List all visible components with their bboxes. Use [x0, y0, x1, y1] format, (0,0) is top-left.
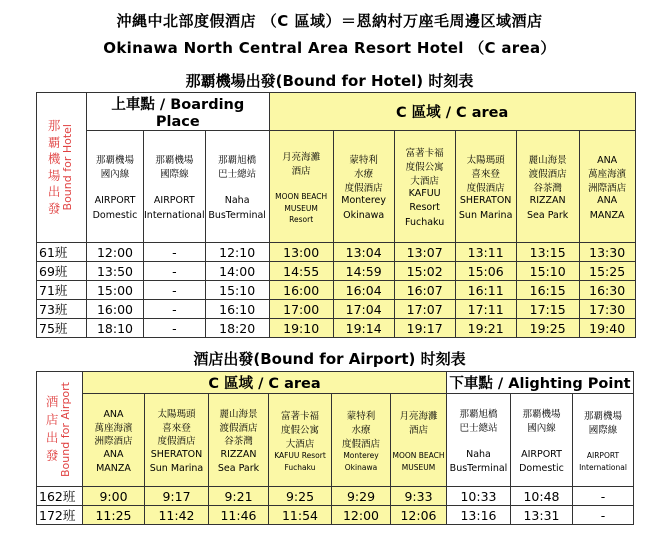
time-cell: 15:10: [516, 262, 579, 281]
stop-name-zh: 麗山海景: [219, 408, 258, 420]
time-cell: 16:07: [394, 281, 455, 300]
side-label: [37, 372, 83, 487]
stop-name-en: KAFUU Resort: [274, 451, 326, 461]
schedule-row: [37, 300, 636, 319]
time-cell: 15:02: [394, 262, 455, 281]
stop-name-en: MOON BEACH: [392, 451, 445, 461]
stop-name-zh: 酒店: [291, 165, 311, 177]
stop-name-zh: 那覇機場: [522, 408, 561, 420]
stop-name-zh: 度假酒店: [157, 436, 196, 448]
stop-name-en: MUSEUM: [284, 203, 318, 213]
c-area-header: C 區域 / C area: [269, 93, 635, 131]
stop-header: [579, 131, 635, 243]
stop-name-en: AIRPORT: [94, 195, 136, 207]
stop-header: [447, 394, 511, 487]
stop-name-en: RIZZAN: [529, 195, 566, 207]
stop-name-en: SHERATON: [150, 448, 203, 460]
stop-name-zh: ANA: [103, 408, 124, 420]
stop-name-en: MANZA: [589, 209, 625, 221]
stops-row: [37, 394, 634, 487]
time-cell: 11:54: [269, 506, 332, 525]
stop-name-en: Resort: [289, 215, 314, 225]
stop-name-zh: 那覇機場: [95, 155, 134, 167]
stop-name-zh: 谷茶灣: [533, 182, 562, 194]
time-cell: -: [144, 243, 206, 262]
stop-header: [83, 394, 145, 487]
time-cell: 19:17: [394, 319, 455, 338]
stop-name-en: Fuchaku: [405, 216, 445, 228]
time-cell: 11:46: [209, 506, 269, 525]
stop-name-zh: 大酒店: [285, 438, 315, 450]
stop-name-en: AIRPORT: [153, 195, 195, 207]
stop-name-zh: 度假公寓: [405, 161, 444, 173]
stop-name-zh: 蒙特利: [349, 155, 378, 167]
stop-header: [455, 131, 516, 243]
stop-name-zh: 蒙特利: [346, 411, 376, 423]
stop-header: [394, 131, 455, 243]
time-cell: 17:30: [579, 300, 635, 319]
stop-header: [511, 394, 573, 487]
stop-name-zh: 月亮海灘: [399, 411, 438, 423]
stop-name-en: Naha: [466, 448, 491, 460]
time-cell: 13:16: [447, 506, 511, 525]
time-cell: 13:15: [516, 243, 579, 262]
time-cell: 18:20: [205, 319, 269, 338]
stop-name-zh: 那覇旭橋: [459, 408, 498, 420]
stop-name-en: BusTerminal: [449, 463, 508, 474]
side-label-zh: 那 覇 機 場 出 發: [47, 118, 61, 216]
time-cell: 15:10: [205, 281, 269, 300]
bus-number: 61班: [37, 243, 87, 262]
time-cell: 19:25: [516, 319, 579, 338]
alighting-point-header: 下車點 / Alighting Point: [447, 372, 634, 394]
schedule-row: [37, 487, 634, 506]
stop-name-zh: ANA: [597, 155, 618, 167]
time-cell: 16:10: [205, 300, 269, 319]
stop-header: [333, 131, 394, 243]
stops-row: [37, 131, 636, 243]
side-label-en: Bound for Airport: [59, 381, 73, 477]
time-cell: 18:10: [87, 319, 144, 338]
time-cell: -: [144, 300, 206, 319]
time-cell: -: [573, 506, 634, 525]
stop-header: [269, 394, 332, 487]
stop-name-zh: 喜來登: [162, 422, 191, 434]
stop-name-zh: 那覇旭橋: [218, 155, 257, 167]
stop-name-zh: 度假公寓: [280, 425, 319, 437]
time-cell: 16:15: [516, 281, 579, 300]
stop-name-en: AIRPORT: [521, 448, 562, 460]
bus-number: 69班: [37, 262, 87, 281]
time-cell: 17:15: [516, 300, 579, 319]
time-cell: 15:25: [579, 262, 635, 281]
stop-name-zh: 大酒店: [410, 175, 439, 187]
bus-number: 172班: [37, 506, 83, 525]
schedule-row: [37, 281, 636, 300]
time-cell: 15:06: [455, 262, 516, 281]
time-cell: 13:04: [333, 243, 394, 262]
time-cell: 12:10: [205, 243, 269, 262]
stop-header: [87, 131, 144, 243]
time-cell: 19:21: [455, 319, 516, 338]
time-cell: 9:17: [145, 487, 209, 506]
stop-name-en: Sea Park: [217, 463, 260, 474]
time-cell: 14:55: [269, 262, 333, 281]
stop-header: [573, 394, 634, 487]
time-cell: 16:30: [579, 281, 635, 300]
time-cell: 19:10: [269, 319, 333, 338]
time-cell: -: [144, 319, 206, 338]
stop-name-en: Fuchaku: [284, 463, 316, 472]
time-cell: 16:11: [455, 281, 516, 300]
schedule-row: [37, 262, 636, 281]
stop-name-en: MOON BEACH: [275, 192, 328, 202]
stop-name-zh: 太陽瑪頭: [157, 408, 196, 420]
stop-header: [145, 394, 209, 487]
stop-name-zh: 谷茶灣: [224, 436, 253, 448]
stop-name-zh: 喜來登: [471, 169, 500, 181]
stop-name-en: RIZZAN: [220, 448, 257, 460]
time-cell: 13:00: [269, 243, 333, 262]
stop-name-en: Resort: [409, 202, 440, 214]
stop-header: [209, 394, 269, 487]
time-cell: 11:42: [145, 506, 209, 525]
time-cell: 10:33: [447, 487, 511, 506]
side-label-en: Bound for Hotel: [61, 124, 75, 211]
stop-name-zh: 國際線: [588, 425, 618, 437]
time-cell: 9:29: [332, 487, 391, 506]
stop-name-zh: 度假酒店: [466, 182, 505, 194]
stop-name-en: Okinawa: [344, 463, 378, 472]
time-cell: 19:14: [333, 319, 394, 338]
time-cell: 15:00: [87, 281, 144, 300]
time-cell: 13:31: [511, 506, 573, 525]
time-cell: 17:07: [394, 300, 455, 319]
stop-name-zh: 富著卡福: [280, 411, 319, 423]
stop-header: [391, 394, 447, 487]
table1-title: 那覇機場出發(Bound for Hotel) 时刻表: [185, 72, 474, 90]
time-cell: -: [144, 262, 206, 281]
stop-name-en: AIRPORT: [586, 451, 620, 461]
stop-name-zh: 國內線: [100, 169, 130, 181]
stop-name-en: Domestic: [92, 209, 138, 221]
bus-number: 75班: [37, 319, 87, 338]
stop-header: [205, 131, 269, 243]
stop-name-en: KAFUU: [408, 188, 441, 200]
stop-name-zh: 萬座海濱: [94, 422, 133, 434]
time-cell: 9:33: [391, 487, 447, 506]
time-cell: 13:50: [87, 262, 144, 281]
time-cell: 10:48: [511, 487, 573, 506]
bus-number: 73班: [37, 300, 87, 319]
stop-name-zh: 洲際酒店: [588, 182, 627, 194]
stop-name-en: Naha: [224, 195, 250, 207]
bus-number: 71班: [37, 281, 87, 300]
stop-name-zh: 那覇機場: [155, 155, 194, 167]
page-title-zh: 沖縄中北部度假酒店 （C 區域）＝恩納村万座毛周邊区域酒店: [116, 12, 543, 30]
stop-header: [269, 131, 333, 243]
time-cell: 9:21: [209, 487, 269, 506]
stop-name-zh: 度假酒店: [341, 438, 380, 450]
time-cell: 17:04: [333, 300, 394, 319]
stop-name-zh: 國內線: [527, 422, 556, 434]
time-cell: 13:11: [455, 243, 516, 262]
stop-name-zh: 水療: [354, 169, 374, 181]
stop-name-zh: 那覇機場: [583, 411, 622, 423]
stop-name-en: MUSEUM: [401, 463, 436, 472]
stop-name-zh: 酒店: [408, 425, 428, 437]
schedule-row: [37, 243, 636, 262]
stop-name-zh: 洲際酒店: [94, 436, 133, 448]
stop-name-en: Sea Park: [527, 209, 569, 221]
time-cell: 19:40: [579, 319, 635, 338]
time-cell: 17:00: [269, 300, 333, 319]
c-area-header: C 區域 / C area: [83, 372, 447, 394]
stop-name-zh: 富著卡福: [405, 148, 444, 160]
stop-name-en: Okinawa: [343, 209, 385, 221]
stop-name-zh: 巴士總站: [459, 422, 498, 434]
stop-name-zh: 渡假酒店: [219, 422, 258, 434]
stop-name-zh: 巴士總站: [218, 169, 257, 181]
time-cell: 12:00: [87, 243, 144, 262]
time-cell: 16:04: [333, 281, 394, 300]
stop-name-en: BusTerminal: [208, 209, 266, 221]
side-label-zh: 酒 店 出 發: [45, 393, 59, 464]
time-cell: 13:07: [394, 243, 455, 262]
side-label: [37, 93, 87, 243]
stop-name-en: SHERATON: [459, 195, 512, 207]
table2-title: 酒店出發(Bound for Airport) 时刻表: [193, 350, 466, 368]
stop-name-zh: 國際線: [160, 169, 189, 181]
stop-header: [144, 131, 206, 243]
time-cell: 14:59: [333, 262, 394, 281]
boarding-place-header: 上車點 / Boarding Place: [87, 93, 270, 131]
schedule-row: [37, 319, 636, 338]
stop-name-zh: 渡假酒店: [528, 169, 567, 181]
stop-name-en: International: [579, 463, 627, 472]
stop-header: [516, 131, 579, 243]
stop-name-zh: 度假酒店: [344, 182, 383, 194]
stop-name-en: International: [144, 209, 205, 221]
stop-name-zh: 月亮海灘: [282, 152, 321, 164]
stop-name-en: Sun Marina: [458, 209, 513, 221]
stop-name-en: ANA: [597, 195, 618, 207]
time-cell: 13:30: [579, 243, 635, 262]
bus-number: 162班: [37, 487, 83, 506]
time-cell: 12:06: [391, 506, 447, 525]
time-cell: -: [573, 487, 634, 506]
stop-name-en: MANZA: [96, 463, 131, 474]
time-cell: 16:00: [87, 300, 144, 319]
stop-name-en: Domestic: [519, 463, 564, 474]
bound-for-hotel-table: [36, 92, 636, 338]
time-cell: -: [144, 281, 206, 300]
stop-name-zh: 麗山海景: [528, 155, 567, 167]
time-cell: 11:25: [83, 506, 145, 525]
stop-name-zh: 太陽瑪頭: [466, 155, 505, 167]
page-title-en: Okinawa North Central Area Resort Hotel （C area）: [103, 39, 556, 57]
stop-name-en: Sun Marina: [149, 463, 204, 474]
time-cell: 12:00: [332, 506, 391, 525]
time-cell: 9:00: [83, 487, 145, 506]
time-cell: 14:00: [205, 262, 269, 281]
bound-for-airport-table: [36, 371, 634, 525]
time-cell: 17:11: [455, 300, 516, 319]
stop-name-zh: 萬座海濱: [588, 169, 627, 181]
time-cell: 16:00: [269, 281, 333, 300]
stop-header: [332, 394, 391, 487]
stop-name-zh: 水療: [351, 425, 371, 437]
stop-name-en: ANA: [103, 448, 124, 460]
time-cell: 9:25: [269, 487, 332, 506]
stop-name-en: Monterey: [343, 451, 379, 461]
schedule-row: [37, 506, 634, 525]
stop-name-en: Monterey: [341, 195, 387, 207]
